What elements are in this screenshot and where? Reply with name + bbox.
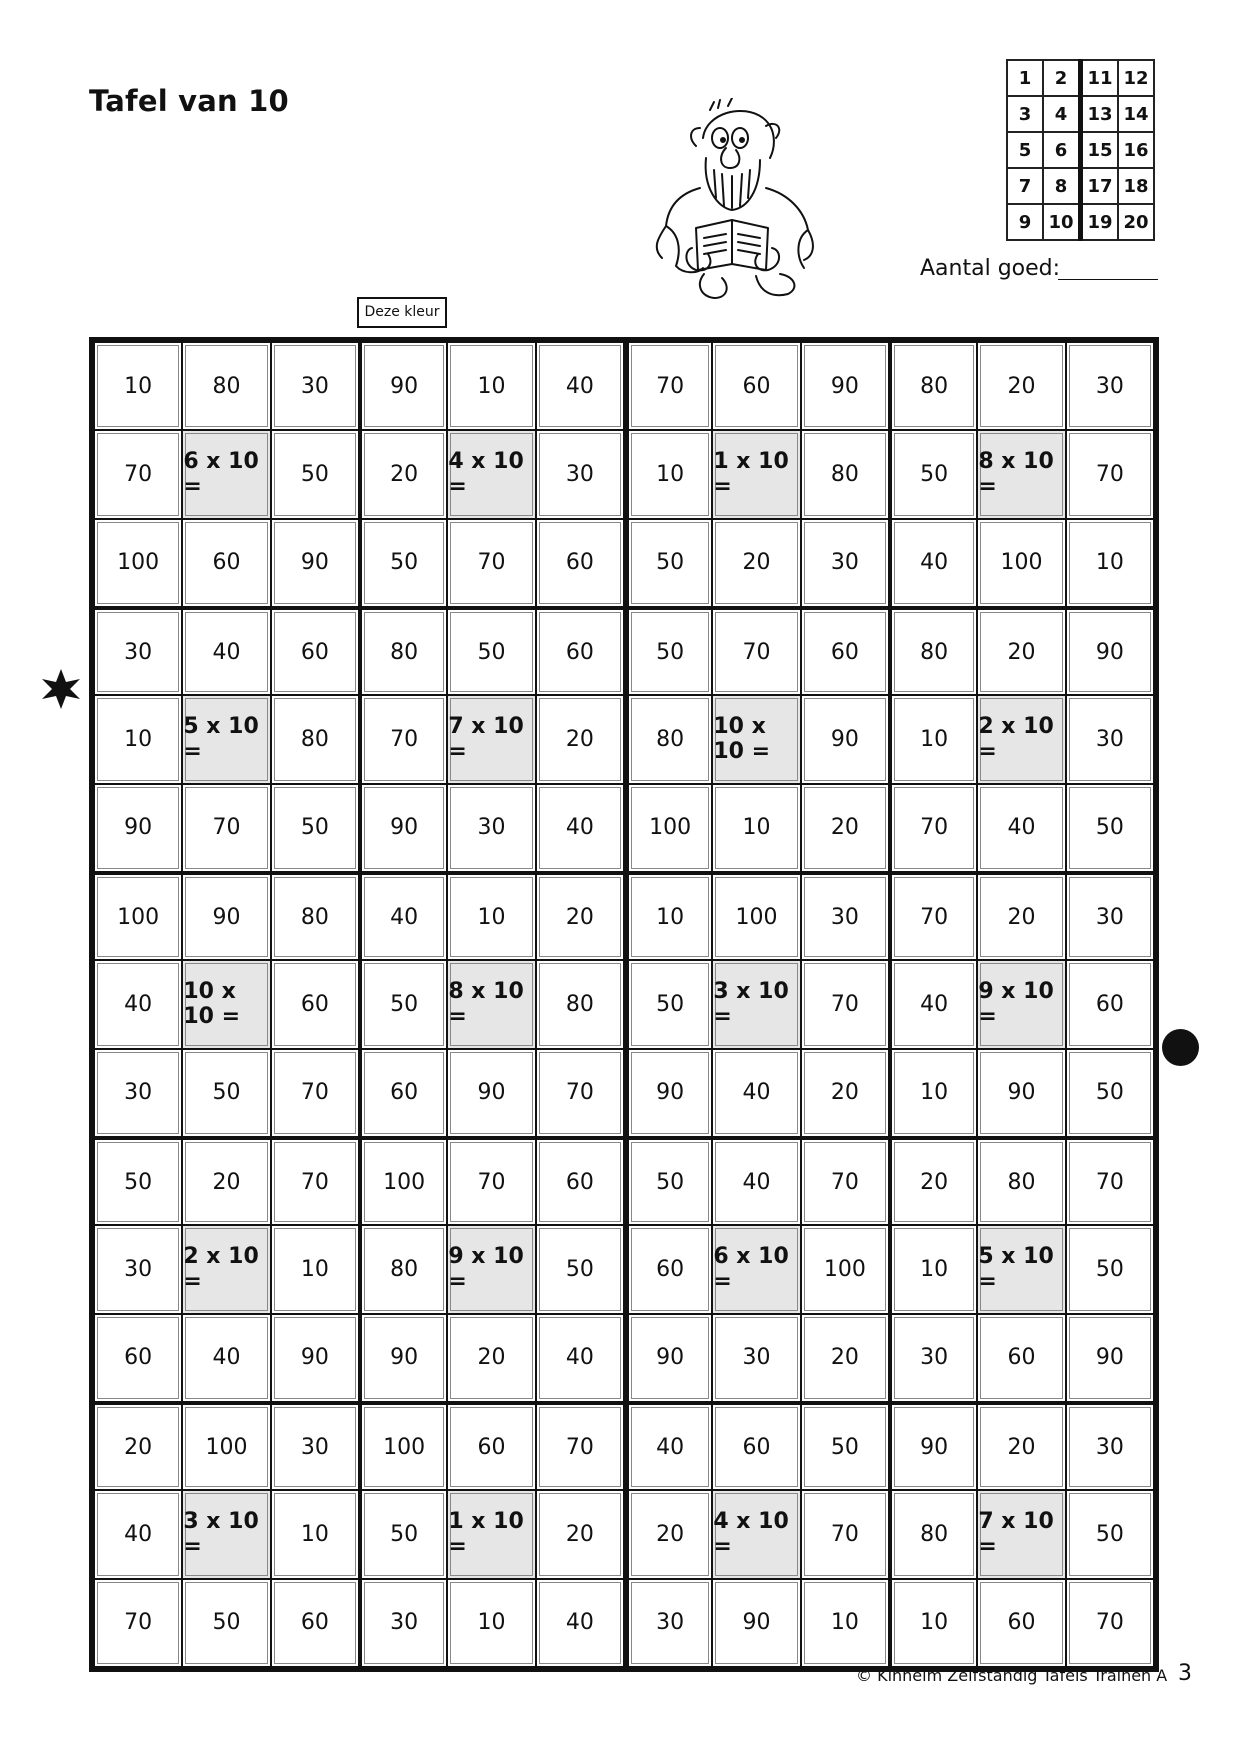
number-cell[interactable]: 20 [94, 1402, 182, 1490]
aantal-goed-answer-line[interactable] [1058, 279, 1158, 280]
number-cell[interactable]: 50 [271, 784, 359, 872]
number-cell[interactable]: 30 [447, 784, 535, 872]
number-cell[interactable]: 30 [271, 1402, 359, 1490]
number-cell[interactable]: 10 [94, 695, 182, 783]
number-cell[interactable]: 60 [447, 1402, 535, 1490]
number-cell[interactable]: 60 [536, 1137, 624, 1225]
score-row [1007, 60, 1154, 96]
number-cell[interactable]: 60 [271, 607, 359, 695]
number-cell[interactable]: 50 [1066, 1225, 1154, 1313]
number-cell[interactable]: 10 [889, 695, 977, 783]
number-cell[interactable]: 90 [1066, 1314, 1154, 1402]
number-cell[interactable]: 80 [359, 607, 447, 695]
number-cell[interactable]: 80 [889, 342, 977, 430]
number-cell[interactable]: 70 [801, 960, 889, 1048]
question-cell[interactable]: 1 x 10 = [447, 1490, 535, 1578]
score-cell: 10 [1043, 204, 1081, 240]
number-cell[interactable]: 10 [889, 1579, 977, 1667]
number-cell[interactable]: 20 [182, 1137, 270, 1225]
score-row [1007, 168, 1154, 204]
number-cell[interactable]: 30 [801, 872, 889, 960]
number-cell[interactable]: 10 [624, 872, 712, 960]
number-cell[interactable]: 20 [889, 1137, 977, 1225]
number-cell[interactable]: 40 [712, 1137, 800, 1225]
number-cell[interactable]: 80 [271, 695, 359, 783]
score-grid [1006, 59, 1155, 241]
score-row [1007, 96, 1154, 132]
number-cell[interactable]: 50 [447, 607, 535, 695]
score-cell: 2 [1043, 60, 1081, 96]
score-cell: 6 [1043, 132, 1081, 168]
number-cell[interactable]: 10 [1066, 519, 1154, 607]
number-cell[interactable]: 100 [624, 784, 712, 872]
number-cell[interactable]: 10 [271, 1490, 359, 1578]
number-cell[interactable]: 60 [536, 519, 624, 607]
number-cell[interactable]: 80 [536, 960, 624, 1048]
number-cell[interactable]: 50 [624, 1137, 712, 1225]
number-cell[interactable]: 80 [889, 1490, 977, 1578]
number-cell[interactable]: 50 [536, 1225, 624, 1313]
number-cell[interactable]: 90 [801, 342, 889, 430]
number-cell[interactable]: 40 [624, 1402, 712, 1490]
number-cell[interactable]: 90 [1066, 607, 1154, 695]
number-cell[interactable]: 20 [977, 342, 1065, 430]
score-cell: 13 [1081, 96, 1119, 132]
number-cell[interactable]: 50 [359, 519, 447, 607]
number-cell[interactable]: 100 [712, 872, 800, 960]
question-cell[interactable]: 2 x 10 = [977, 695, 1065, 783]
number-cell[interactable]: 30 [359, 1579, 447, 1667]
score-row [1007, 204, 1154, 240]
number-cell[interactable]: 70 [94, 430, 182, 518]
number-cell[interactable]: 90 [182, 872, 270, 960]
number-cell[interactable]: 50 [359, 1490, 447, 1578]
number-cell[interactable]: 10 [889, 1225, 977, 1313]
star-icon [40, 668, 82, 710]
number-cell[interactable]: 50 [889, 430, 977, 518]
number-cell[interactable]: 10 [447, 342, 535, 430]
number-cell[interactable]: 70 [889, 784, 977, 872]
number-cell[interactable]: 80 [801, 430, 889, 518]
number-cell[interactable]: 90 [801, 695, 889, 783]
number-cell[interactable]: 40 [536, 1314, 624, 1402]
question-cell[interactable]: 9 x 10 = [447, 1225, 535, 1313]
number-cell[interactable]: 70 [536, 1402, 624, 1490]
number-cell[interactable]: 20 [801, 1314, 889, 1402]
number-cell[interactable]: 60 [182, 519, 270, 607]
number-cell[interactable]: 40 [536, 342, 624, 430]
number-cell[interactable]: 40 [889, 960, 977, 1048]
score-cell: 3 [1007, 96, 1043, 132]
number-cell[interactable]: 60 [801, 607, 889, 695]
score-cell: 20 [1118, 204, 1154, 240]
score-cell: 5 [1007, 132, 1043, 168]
number-cell[interactable]: 90 [359, 784, 447, 872]
number-cell[interactable]: 70 [271, 1049, 359, 1137]
question-cell[interactable]: 6 x 10 = [182, 430, 270, 518]
number-cell[interactable]: 30 [1066, 342, 1154, 430]
copyright-footer: © Kinheim Zelfstandig Tafels Trainen A [856, 1666, 1168, 1685]
number-cell[interactable]: 70 [536, 1049, 624, 1137]
score-cell: 19 [1081, 204, 1119, 240]
number-cell[interactable]: 50 [182, 1579, 270, 1667]
number-cell[interactable]: 70 [359, 695, 447, 783]
number-cell[interactable]: 40 [977, 784, 1065, 872]
number-cell[interactable]: 20 [801, 784, 889, 872]
number-cell[interactable]: 60 [712, 342, 800, 430]
number-cell[interactable]: 60 [536, 607, 624, 695]
number-cell[interactable]: 60 [624, 1225, 712, 1313]
question-cell[interactable]: 7 x 10 = [447, 695, 535, 783]
number-cell[interactable]: 20 [536, 872, 624, 960]
question-cell[interactable]: 5 x 10 = [977, 1225, 1065, 1313]
question-cell[interactable]: 3 x 10 = [182, 1490, 270, 1578]
deze-kleur-box[interactable]: Deze kleur [357, 297, 447, 328]
question-cell[interactable]: 9 x 10 = [977, 960, 1065, 1048]
score-cell: 17 [1081, 168, 1119, 204]
number-cell[interactable]: 70 [712, 607, 800, 695]
number-cell[interactable]: 70 [447, 1137, 535, 1225]
number-cell[interactable]: 90 [271, 519, 359, 607]
number-cell[interactable]: 60 [94, 1314, 182, 1402]
number-cell[interactable]: 50 [801, 1402, 889, 1490]
number-cell[interactable]: 20 [536, 695, 624, 783]
number-cell[interactable]: 90 [977, 1049, 1065, 1137]
number-cell[interactable]: 60 [712, 1402, 800, 1490]
number-cell[interactable]: 30 [1066, 1402, 1154, 1490]
number-cell[interactable]: 70 [1066, 1579, 1154, 1667]
score-cell: 11 [1081, 60, 1119, 96]
score-cell: 18 [1118, 168, 1154, 204]
number-cell[interactable]: 50 [624, 960, 712, 1048]
question-cell[interactable]: 2 x 10 = [182, 1225, 270, 1313]
score-cell: 9 [1007, 204, 1043, 240]
number-cell[interactable]: 90 [359, 1314, 447, 1402]
question-cell[interactable]: 4 x 10 = [447, 430, 535, 518]
number-cell[interactable]: 40 [889, 519, 977, 607]
number-cell[interactable]: 50 [624, 519, 712, 607]
number-cell[interactable]: 30 [889, 1314, 977, 1402]
number-cell[interactable]: 90 [447, 1049, 535, 1137]
number-cell[interactable]: 30 [1066, 872, 1154, 960]
number-cell[interactable]: 90 [624, 1314, 712, 1402]
score-row [1007, 132, 1154, 168]
question-cell[interactable]: 4 x 10 = [712, 1490, 800, 1578]
question-cell[interactable]: 7 x 10 = [977, 1490, 1065, 1578]
number-cell[interactable]: 80 [889, 607, 977, 695]
number-cell[interactable]: 40 [359, 872, 447, 960]
number-cell[interactable]: 90 [271, 1314, 359, 1402]
question-cell[interactable]: 1 x 10 = [712, 430, 800, 518]
number-cell[interactable]: 70 [94, 1579, 182, 1667]
number-cell[interactable]: 100 [359, 1137, 447, 1225]
number-cell[interactable]: 90 [712, 1579, 800, 1667]
number-cell[interactable]: 70 [889, 872, 977, 960]
score-cell: 14 [1118, 96, 1154, 132]
number-cell[interactable]: 50 [1066, 1049, 1154, 1137]
score-cell: 4 [1043, 96, 1081, 132]
number-cell[interactable]: 80 [359, 1225, 447, 1313]
number-cell[interactable]: 10 [271, 1225, 359, 1313]
number-cell[interactable]: 30 [94, 1225, 182, 1313]
number-cell[interactable]: 100 [977, 519, 1065, 607]
number-cell[interactable]: 40 [94, 960, 182, 1048]
score-cell: 8 [1043, 168, 1081, 204]
number-cell[interactable]: 90 [889, 1402, 977, 1490]
number-cell[interactable]: 60 [977, 1314, 1065, 1402]
page-title: Tafel van 10 [89, 84, 289, 118]
number-cell[interactable]: 20 [801, 1049, 889, 1137]
question-cell[interactable]: 8 x 10 = [447, 960, 535, 1048]
number-cell[interactable]: 70 [624, 342, 712, 430]
number-cell[interactable]: 60 [359, 1049, 447, 1137]
number-cell[interactable]: 30 [801, 519, 889, 607]
question-cell[interactable]: 5 x 10 = [182, 695, 270, 783]
score-cell: 15 [1081, 132, 1119, 168]
number-cell[interactable]: 60 [271, 1579, 359, 1667]
number-cell[interactable]: 80 [977, 1137, 1065, 1225]
number-cell[interactable]: 70 [801, 1490, 889, 1578]
number-cell[interactable]: 20 [977, 607, 1065, 695]
question-cell[interactable]: 10 x 10 = [182, 960, 270, 1048]
score-cell: 12 [1118, 60, 1154, 96]
number-cell[interactable]: 20 [977, 872, 1065, 960]
number-cell[interactable]: 100 [801, 1225, 889, 1313]
number-cell[interactable]: 20 [536, 1490, 624, 1578]
number-cell[interactable]: 100 [359, 1402, 447, 1490]
number-cell[interactable]: 50 [624, 607, 712, 695]
number-cell[interactable]: 10 [801, 1579, 889, 1667]
number-cell[interactable]: 40 [536, 1579, 624, 1667]
number-cell[interactable]: 10 [889, 1049, 977, 1137]
number-cell[interactable]: 10 [447, 1579, 535, 1667]
number-cell[interactable]: 40 [94, 1490, 182, 1578]
number-cell[interactable]: 20 [359, 430, 447, 518]
question-cell[interactable]: 6 x 10 = [712, 1225, 800, 1313]
number-cell[interactable]: 30 [94, 607, 182, 695]
number-cell[interactable]: 60 [271, 960, 359, 1048]
number-cell[interactable]: 50 [94, 1137, 182, 1225]
score-cell: 1 [1007, 60, 1043, 96]
number-cell[interactable]: 30 [712, 1314, 800, 1402]
number-cell[interactable]: 100 [182, 1402, 270, 1490]
page-number: 3 [1178, 1661, 1192, 1686]
number-cell[interactable]: 10 [447, 872, 535, 960]
number-cell[interactable]: 30 [624, 1579, 712, 1667]
number-cell[interactable]: 80 [271, 872, 359, 960]
number-cell[interactable]: 30 [536, 430, 624, 518]
number-cell[interactable]: 70 [1066, 1137, 1154, 1225]
number-cell[interactable]: 90 [94, 784, 182, 872]
number-cell[interactable]: 20 [977, 1402, 1065, 1490]
question-cell[interactable]: 8 x 10 = [977, 430, 1065, 518]
number-cell[interactable]: 20 [447, 1314, 535, 1402]
number-cell[interactable]: 70 [182, 784, 270, 872]
aantal-goed-label: Aantal goed: [920, 256, 1061, 281]
number-cell[interactable]: 70 [1066, 430, 1154, 518]
number-cell[interactable]: 40 [712, 1049, 800, 1137]
number-cell[interactable]: 30 [1066, 695, 1154, 783]
number-cell[interactable]: 40 [182, 1314, 270, 1402]
number-cell[interactable]: 70 [801, 1137, 889, 1225]
number-cell[interactable]: 70 [447, 519, 535, 607]
number-cell[interactable]: 40 [182, 607, 270, 695]
number-cell[interactable]: 80 [182, 342, 270, 430]
number-cell[interactable]: 100 [94, 872, 182, 960]
number-cell[interactable]: 10 [94, 342, 182, 430]
number-cell[interactable]: 90 [624, 1049, 712, 1137]
reading-man-illustration [648, 98, 860, 308]
number-cell[interactable]: 50 [271, 430, 359, 518]
number-cell[interactable]: 50 [1066, 1490, 1154, 1578]
question-cell[interactable]: 3 x 10 = [712, 960, 800, 1048]
number-cell[interactable]: 90 [359, 342, 447, 430]
number-cell[interactable]: 50 [1066, 784, 1154, 872]
number-cell[interactable]: 40 [536, 784, 624, 872]
number-cell[interactable]: 60 [1066, 960, 1154, 1048]
number-cell[interactable]: 30 [94, 1049, 182, 1137]
number-cell[interactable]: 10 [624, 430, 712, 518]
number-cell[interactable]: 20 [624, 1490, 712, 1578]
score-cell: 16 [1118, 132, 1154, 168]
score-cell: 7 [1007, 168, 1043, 204]
number-cell[interactable]: 30 [271, 342, 359, 430]
dot-icon [1162, 1029, 1199, 1066]
coloring-grid [89, 337, 1159, 1672]
question-cell[interactable]: 10 x 10 = [712, 695, 800, 783]
number-cell[interactable]: 20 [712, 519, 800, 607]
number-cell[interactable]: 10 [712, 784, 800, 872]
number-cell[interactable]: 80 [624, 695, 712, 783]
number-cell[interactable]: 50 [359, 960, 447, 1048]
number-cell[interactable]: 60 [977, 1579, 1065, 1667]
number-cell[interactable]: 50 [182, 1049, 270, 1137]
number-cell[interactable]: 100 [94, 519, 182, 607]
number-cell[interactable]: 70 [271, 1137, 359, 1225]
